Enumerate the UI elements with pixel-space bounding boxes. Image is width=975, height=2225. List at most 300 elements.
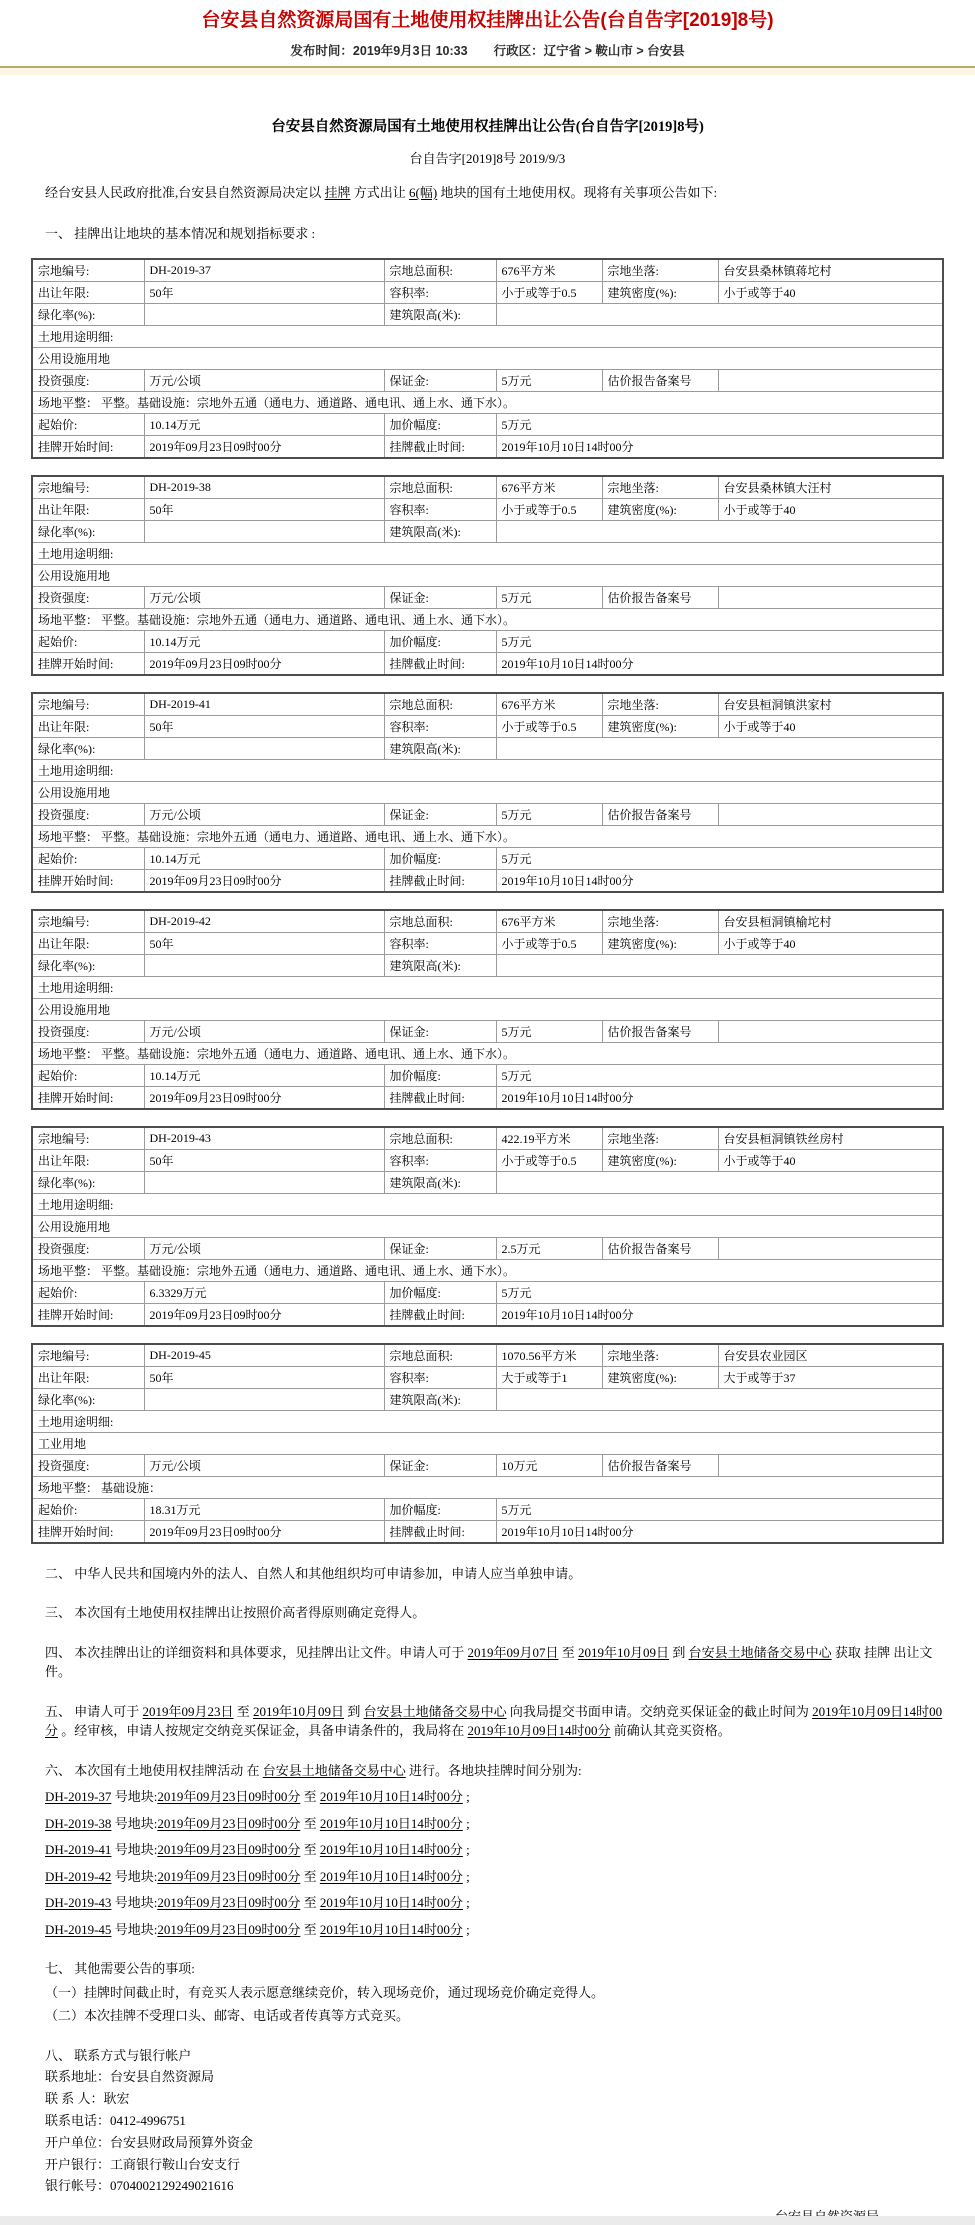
table-row [32,435,943,458]
table-row [32,1149,943,1171]
increment-label: 加价幅度: [384,847,496,869]
table-row [32,1259,943,1281]
start-price-label: 起始价: [32,847,144,869]
invest-unit: 万元/公顷 [144,586,384,608]
parcel-no-label: 宗地编号: [32,1127,144,1150]
underlined-text: DH-2019-41 [45,1842,112,1858]
green-value [144,954,384,976]
height-limit-label: 建筑限高(米): [384,520,496,542]
total-area-label: 宗地总面积: [384,1127,496,1150]
years-label: 出让年限: [32,1366,144,1388]
text-segment: 到 [669,1644,689,1660]
density-value: 小于或等于40 [718,932,943,954]
location-label: 宗地坐落: [602,1127,718,1150]
listing-start-value: 2019年09月23日09时00分 [144,869,384,892]
listing-start-value: 2019年09月23日09时00分 [144,652,384,675]
text-segment: ; [462,1921,470,1937]
years-label: 出让年限: [32,281,144,303]
density-value: 小于或等于40 [718,715,943,737]
text-segment: 方式出让 [350,184,410,200]
far-value: 小于或等于0.5 [496,498,602,520]
text-segment: ; [462,1789,470,1805]
green-label: 绿化率(%): [32,737,144,759]
site-infrastructure: 场地平整： 平整。基础设施：宗地外五通（通电力、通道路、通电讯、通上水、通下水）。 [32,608,943,630]
contact-line: 开户银行：工商银行鞍山台安支行 [45,2156,241,2172]
listing-end-label: 挂牌截止时间: [384,652,496,675]
total-area-label: 宗地总面积: [384,259,496,282]
height-limit-label: 建筑限高(米): [384,303,496,325]
deposit-label: 保证金: [384,369,496,391]
deposit-label: 保证金: [384,803,496,825]
years-label: 出让年限: [32,932,144,954]
total-area-value: 1070.56平方米 [496,1344,602,1367]
parcel-tables [31,258,944,1544]
location-value: 台安县桓洞镇榆坨村 [718,910,943,933]
far-value: 小于或等于0.5 [496,715,602,737]
far-value: 小于或等于0.5 [496,1149,602,1171]
table-row [32,586,943,608]
increment-value: 5万元 [496,630,943,652]
height-limit-label: 建筑限高(米): [384,1388,496,1410]
text-segment: 。经审核，申请人按规定交纳竞买保证金，具备申请条件的，我局将在 [58,1723,468,1739]
location-value: 台安县桓洞镇铁丝房村 [718,1127,943,1150]
start-price-value: 18.31万元 [144,1498,384,1520]
underlined-text: 2019年10月09日14时00分 [467,1723,611,1739]
table-row [32,1303,943,1326]
underlined-text: 台安县土地储备交易中心 [363,1703,507,1719]
height-limit-value [496,1388,943,1410]
schedule-list [31,1787,944,1939]
deposit-value: 5万元 [496,586,602,608]
appraisal-label: 估价报告备案号 [602,1454,718,1476]
height-limit-label: 建筑限高(米): [384,737,496,759]
parcel-no-label: 宗地编号: [32,476,144,499]
height-limit-label: 建筑限高(米): [384,954,496,976]
site-infrastructure: 场地平整： 平整。基础设施：宗地外五通（通电力、通道路、通电讯、通上水、通下水）。 [32,1259,943,1281]
density-label: 建筑密度(%): [602,498,718,520]
underlined-text: 2019年09月23日09时00分 [157,1789,301,1805]
deposit-label: 保证金: [384,1454,496,1476]
underlined-text: 2019年10月09日 [253,1703,345,1719]
underlined-text: 2019年09月23日09时00分 [157,1895,301,1911]
listing-end-label: 挂牌截止时间: [384,1086,496,1109]
increment-value: 5万元 [496,1281,943,1303]
green-value [144,1388,384,1410]
table-row [32,303,943,325]
underlined-text: 台安县土地储备交易中心 [688,1644,832,1660]
total-area-value: 422.19平方米 [496,1127,602,1150]
underlined-text: DH-2019-45 [45,1921,112,1937]
text-segment: 向我局提交书面申请。交纳竞买保证金的截止时间为 [506,1703,813,1719]
parcel-table [31,909,944,1110]
text-segment: 获取 挂牌 出让文件。 [45,1644,933,1680]
footer-bar [0,2216,975,2225]
location-value: 台安县桑林镇大汪村 [718,476,943,499]
listing-start-label: 挂牌开始时间: [32,1520,144,1543]
appraisal-label: 估价报告备案号 [602,803,718,825]
parcel-table [31,1343,944,1544]
start-price-value: 10.14万元 [144,847,384,869]
table-row [32,325,943,347]
far-label: 容积率: [384,1149,496,1171]
underlined-text: 2019年09月23日09时00分 [157,1921,301,1937]
appraisal-value [718,1454,943,1476]
underlined-text: 2019年10月09日14时00分 [45,1703,943,1739]
listing-end-value: 2019年10月10日14时00分 [496,435,943,458]
text-segment: 号地块: [111,1868,158,1884]
schedule-line [45,1840,944,1860]
contact-list [31,2068,944,2196]
land-use-detail-label: 土地用途明细: [32,1410,943,1432]
density-label: 建筑密度(%): [602,1149,718,1171]
start-price-value: 10.14万元 [144,630,384,652]
green-label: 绿化率(%): [32,1171,144,1193]
underlined-text: DH-2019-42 [45,1868,112,1884]
text-segment: 五、 申请人可于 [45,1703,143,1719]
page-title: 台安县自然资源局国有土地使用权挂牌出让公告(台自告字[2019]8号) [201,10,774,31]
region-label: 行政区： [493,43,544,58]
far-label: 容积率: [384,498,496,520]
publish-meta [0,41,975,59]
table-row [32,413,943,435]
contact-line: 联系地址：台安县自然资源局 [45,2069,215,2085]
table-row [32,1020,943,1042]
table-row [32,781,943,803]
section-5 [45,1702,944,1741]
text-segment: 号地块: [111,1921,158,1937]
table-row [32,1454,943,1476]
start-price-label: 起始价: [32,1498,144,1520]
table-row [32,1042,943,1064]
underlined-text: 2019年10月10日14时00分 [319,1895,463,1911]
text-segment: 号地块: [111,1895,158,1911]
parcel-no-value: DH-2019-42 [144,910,384,933]
table-row [32,869,943,892]
divider-band [0,66,975,75]
table-row [32,847,943,869]
years-value: 50年 [144,281,384,303]
invest-label: 投资强度: [32,803,144,825]
table-row [32,1498,943,1520]
table-row [32,369,943,391]
increment-value: 5万元 [496,1498,943,1520]
listing-end-value: 2019年10月10日14时00分 [496,652,943,675]
land-use-detail-label: 土地用途明细: [32,325,943,347]
table-row [32,803,943,825]
table-row [32,976,943,998]
table-row [32,1366,943,1388]
green-label: 绿化率(%): [32,954,144,976]
start-price-value: 10.14万元 [144,413,384,435]
density-value: 小于或等于40 [718,1149,943,1171]
table-row [32,347,943,369]
parcel-table [31,1126,944,1327]
parcel-no-value: DH-2019-45 [144,1344,384,1367]
green-value [144,737,384,759]
table-row [32,498,943,520]
doc-title: 台安县自然资源局国有土地使用权挂牌出让公告(台自告字[2019]8号) [271,118,704,135]
land-use-detail-label: 土地用途明细: [32,976,943,998]
doc-subtitle: 台自告字[2019]8号 2019/9/3 [409,150,566,166]
table-row [32,476,943,499]
listing-start-value: 2019年09月23日09时00分 [144,435,384,458]
total-area-value: 676平方米 [496,910,602,933]
green-value [144,1171,384,1193]
schedule-line [45,1814,944,1834]
invest-label: 投资强度: [32,369,144,391]
appraisal-label: 估价报告备案号 [602,1237,718,1259]
invest-unit: 万元/公顷 [144,803,384,825]
invest-unit: 万元/公顷 [144,1454,384,1476]
underlined-text: 2019年09月23日09时00分 [157,1868,301,1884]
parcel-table [31,258,944,459]
table-row [32,542,943,564]
section-7-item-2: （二）本次挂牌不受理口头、邮寄、电话或者传真等方式竞买。 [45,2008,410,2024]
text-segment: 至 [558,1644,579,1660]
far-value: 小于或等于0.5 [496,932,602,954]
land-use-value: 公用设施用地 [32,347,943,369]
invest-label: 投资强度: [32,1454,144,1476]
far-label: 容积率: [384,932,496,954]
table-row [32,932,943,954]
invest-unit: 万元/公顷 [144,1237,384,1259]
underlined-text: 6(幅) [409,184,438,200]
far-value: 小于或等于0.5 [496,281,602,303]
text-segment: 至 [300,1815,320,1831]
location-value: 台安县农业园区 [718,1344,943,1367]
density-label: 建筑密度(%): [602,715,718,737]
listing-start-label: 挂牌开始时间: [32,435,144,458]
start-price-value: 10.14万元 [144,1064,384,1086]
underlined-text: 2019年09月23日09时00分 [157,1842,301,1858]
invest-label: 投资强度: [32,586,144,608]
deposit-value: 5万元 [496,1020,602,1042]
start-price-label: 起始价: [32,630,144,652]
table-row [32,910,943,933]
listing-end-label: 挂牌截止时间: [384,1520,496,1543]
green-label: 绿化率(%): [32,303,144,325]
section-7-item-1: （一）挂牌时间截止时，有竞买人表示愿意继续竞价，转入现场竞价，通过现场竞价确定竞得人。 [45,1984,605,2000]
table-row [32,652,943,675]
far-label: 容积率: [384,281,496,303]
listing-end-value: 2019年10月10日14时00分 [496,1303,943,1326]
land-use-detail-label: 土地用途明细: [32,759,943,781]
height-limit-value [496,303,943,325]
appraisal-label: 估价报告备案号 [602,586,718,608]
far-label: 容积率: [384,1366,496,1388]
land-use-value: 公用设施用地 [32,998,943,1020]
appraisal-label: 估价报告备案号 [602,369,718,391]
years-value: 50年 [144,498,384,520]
listing-end-label: 挂牌截止时间: [384,869,496,892]
publish-time-label: 发布时间： [290,43,353,58]
invest-unit: 万元/公顷 [144,1020,384,1042]
land-use-value: 工业用地 [32,1432,943,1454]
density-label: 建筑密度(%): [602,281,718,303]
listing-start-value: 2019年09月23日09时00分 [144,1086,384,1109]
underlined-text: 2019年10月10日14时00分 [319,1815,463,1831]
site-infrastructure: 场地平整： 平整。基础设施：宗地外五通（通电力、通道路、通电讯、通上水、通下水）。 [32,391,943,413]
land-use-detail-label: 土地用途明细: [32,1193,943,1215]
table-row [32,520,943,542]
land-use-value: 公用设施用地 [32,1215,943,1237]
section-4 [45,1643,944,1682]
publish-time-value: 2019年9月3日 10:33 [352,43,468,58]
table-row [32,1086,943,1109]
table-row [32,825,943,847]
contact-line: 联 系 人：耿宏 [45,2091,130,2107]
table-row [32,1476,943,1498]
green-label: 绿化率(%): [32,520,144,542]
schedule-line [45,1893,944,1913]
table-row [32,1215,943,1237]
deposit-value: 2.5万元 [496,1237,602,1259]
table-row [32,1410,943,1432]
appraisal-value [718,1020,943,1042]
section-7-heading: 七、 其他需要公告的事项: [45,1961,195,1977]
underlined-text: DH-2019-43 [45,1895,112,1911]
location-label: 宗地坐落: [602,693,718,716]
site-infrastructure: 场地平整： 基础设施： [32,1476,943,1498]
text-segment: ; [462,1815,470,1831]
listing-start-label: 挂牌开始时间: [32,1303,144,1326]
table-row [32,564,943,586]
years-value: 50年 [144,715,384,737]
years-value: 50年 [144,932,384,954]
listing-start-label: 挂牌开始时间: [32,1086,144,1109]
text-segment: ; [462,1842,470,1858]
text-segment: 至 [233,1703,254,1719]
density-value: 小于或等于40 [718,281,943,303]
height-limit-value [496,737,943,759]
text-segment: ; [462,1868,470,1884]
text-segment: 至 [300,1868,320,1884]
underlined-text: DH-2019-38 [45,1815,112,1831]
section-8-heading: 八、 联系方式与银行帐户 [45,2047,192,2063]
text-segment: 进行。各地块挂牌时间分别为: [405,1762,582,1778]
appraisal-value [718,369,943,391]
years-label: 出让年限: [32,1149,144,1171]
text-segment: 地块的国有土地使用权。现将有关事项公告如下: [437,184,718,200]
site-infrastructure: 场地平整： 平整。基础设施：宗地外五通（通电力、通道路、通电讯、通上水、通下水）。 [32,825,943,847]
deposit-value: 5万元 [496,803,602,825]
table-row [32,281,943,303]
underlined-text: 2019年10月10日14时00分 [319,1921,463,1937]
parcel-no-label: 宗地编号: [32,910,144,933]
location-value: 台安县桓洞镇洪家村 [718,693,943,716]
appraisal-value [718,586,943,608]
years-label: 出让年限: [32,498,144,520]
text-segment: 六、 本次国有土地使用权挂牌活动 在 [45,1762,263,1778]
land-use-value: 公用设施用地 [32,781,943,803]
height-limit-value [496,520,943,542]
table-row [32,391,943,413]
parcel-table [31,475,944,676]
table-row [32,954,943,976]
density-label: 建筑密度(%): [602,1366,718,1388]
start-price-label: 起始价: [32,1064,144,1086]
start-price-label: 起始价: [32,413,144,435]
schedule-line [45,1920,944,1940]
table-row [32,1193,943,1215]
parcel-no-value: DH-2019-43 [144,1127,384,1150]
years-value: 50年 [144,1149,384,1171]
text-segment: 四、 本次挂牌出让的详细资料和具体要求，见挂牌出让文件。申请人可于 [45,1644,468,1660]
listing-end-value: 2019年10月10日14时00分 [496,1086,943,1109]
increment-label: 加价幅度: [384,413,496,435]
parcel-table [31,692,944,893]
table-row [32,1064,943,1086]
height-limit-value [496,1171,943,1193]
total-area-value: 676平方米 [496,259,602,282]
parcel-no-label: 宗地编号: [32,259,144,282]
text-segment: 至 [300,1789,320,1805]
text-segment: 至 [300,1921,320,1937]
appraisal-value [718,803,943,825]
years-value: 50年 [144,1366,384,1388]
appraisal-value [718,1237,943,1259]
location-label: 宗地坐落: [602,259,718,282]
table-row [32,608,943,630]
table-row [32,1281,943,1303]
deposit-value: 10万元 [496,1454,602,1476]
total-area-label: 宗地总面积: [384,1344,496,1367]
listing-end-label: 挂牌截止时间: [384,1303,496,1326]
schedule-line [45,1867,944,1887]
contact-line: 开户单位：台安县财政局预算外资金 [45,2134,254,2150]
table-row [32,1127,943,1150]
location-value: 台安县桑林镇蒋坨村 [718,259,943,282]
increment-value: 5万元 [496,847,943,869]
increment-value: 5万元 [496,1064,943,1086]
height-limit-label: 建筑限高(米): [384,1171,496,1193]
text-segment: 至 [300,1842,320,1858]
section-3: 三、 本次国有土地使用权挂牌出让按照价高者得原则确定竞得人。 [45,1605,426,1621]
underlined-text: 挂牌 [324,184,351,200]
section-1-heading: 一、 挂牌出让地块的基本情况和规划指标要求 : [45,226,316,242]
text-segment: 到 [344,1703,364,1719]
increment-label: 加价幅度: [384,1498,496,1520]
underlined-text: 2019年09月23日09时00分 [157,1815,301,1831]
years-label: 出让年限: [32,715,144,737]
underlined-text: 2019年10月10日14时00分 [319,1842,463,1858]
text-segment: ; [462,1895,470,1911]
table-row [32,1432,943,1454]
deposit-label: 保证金: [384,586,496,608]
invest-label: 投资强度: [32,1237,144,1259]
green-label: 绿化率(%): [32,1388,144,1410]
total-area-label: 宗地总面积: [384,693,496,716]
table-row [32,715,943,737]
table-row [32,259,943,282]
parcel-no-label: 宗地编号: [32,1344,144,1367]
underlined-text: 2019年10月09日 [578,1644,670,1660]
density-value: 大于或等于37 [718,1366,943,1388]
deposit-value: 5万元 [496,369,602,391]
text-segment: 至 [300,1895,320,1911]
appraisal-label: 估价报告备案号 [602,1020,718,1042]
listing-start-value: 2019年09月23日09时00分 [144,1520,384,1543]
parcel-no-label: 宗地编号: [32,693,144,716]
underlined-text: 2019年10月10日14时00分 [319,1868,463,1884]
total-area-value: 676平方米 [496,693,602,716]
table-row [32,1388,943,1410]
underlined-text: 2019年09月07日 [467,1644,559,1660]
location-label: 宗地坐落: [602,476,718,499]
far-label: 容积率: [384,715,496,737]
invest-label: 投资强度: [32,1020,144,1042]
listing-end-label: 挂牌截止时间: [384,435,496,458]
